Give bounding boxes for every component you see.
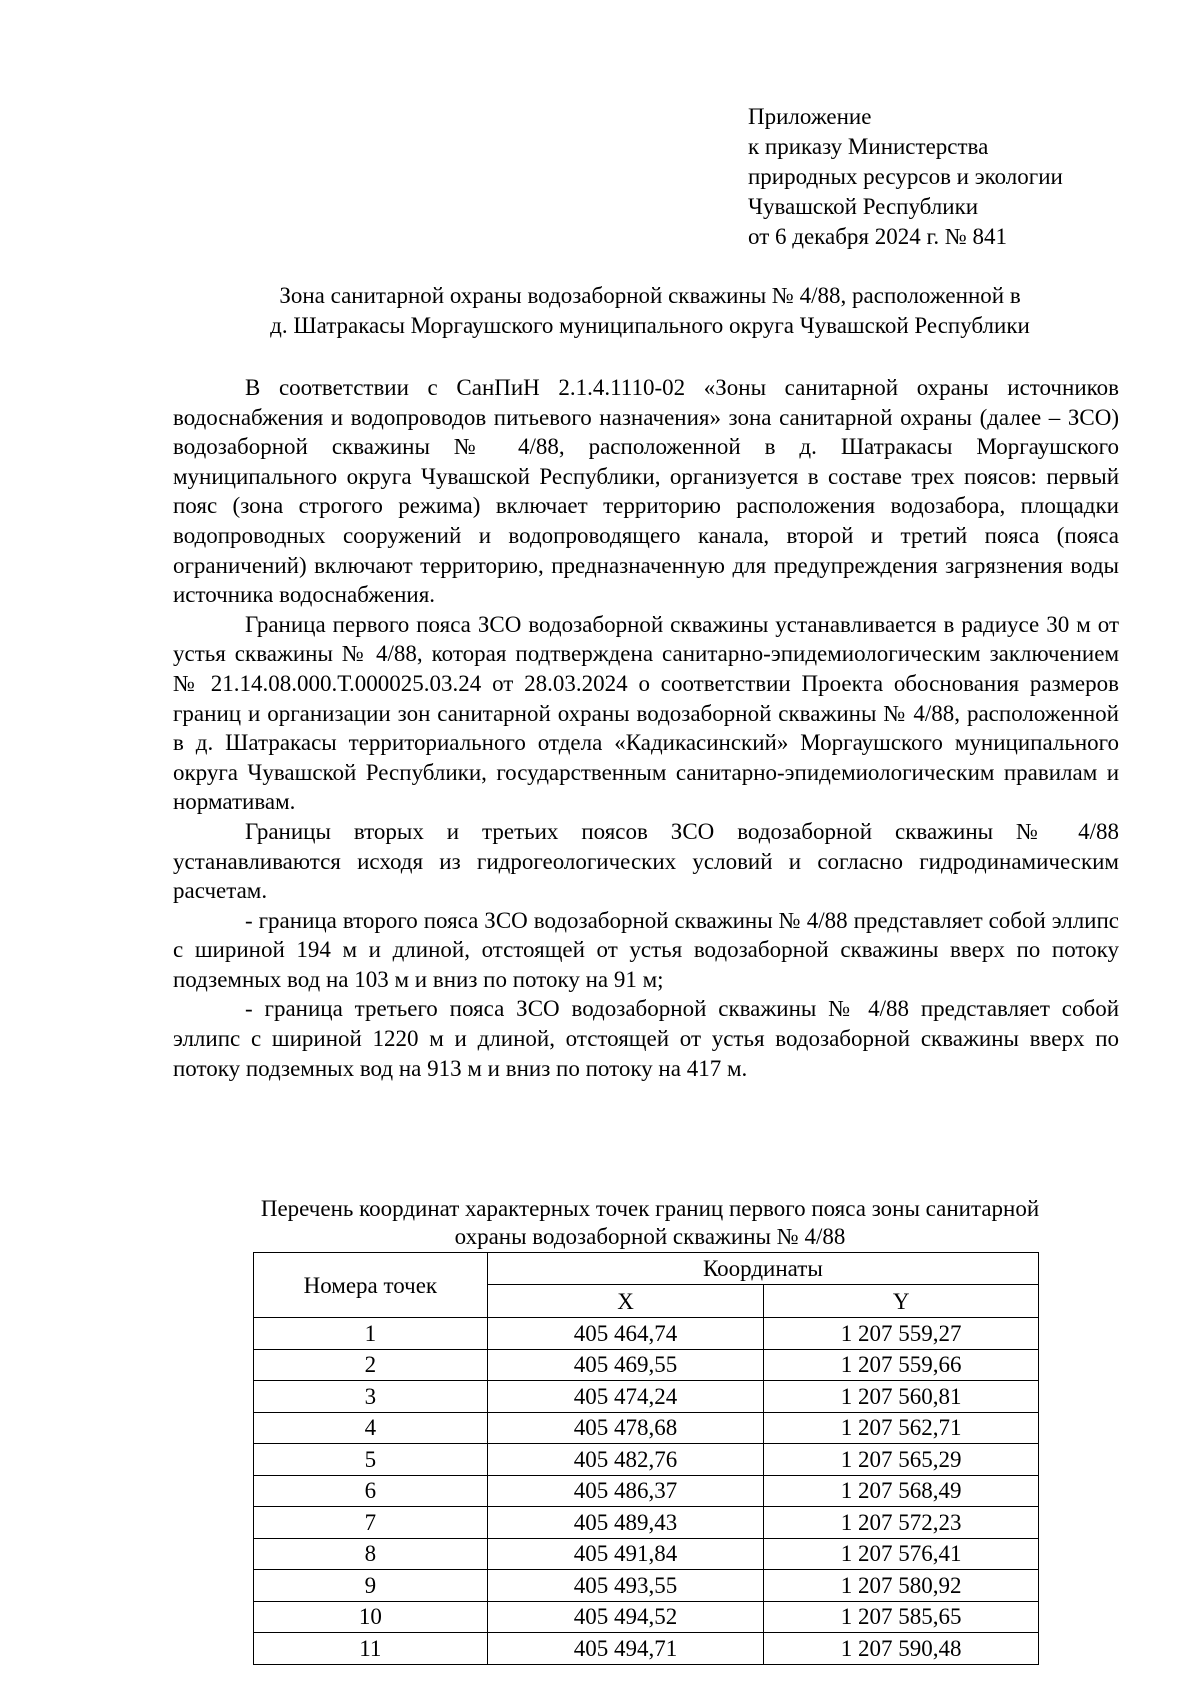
cell-point-number: 7 [254,1507,488,1539]
header-x: X [487,1285,764,1318]
cell-point-number: 3 [254,1381,488,1413]
cell-x: 405 494,71 [487,1633,764,1665]
table-row [254,1349,1039,1381]
cell-x: 405 494,52 [487,1601,764,1633]
cell-point-number: 5 [254,1444,488,1476]
cell-y: 1 207 560,81 [764,1381,1039,1413]
cell-y: 1 207 590,48 [764,1633,1039,1665]
appendix-line: Чувашской Республики [748,194,979,219]
table-row [254,1412,1039,1444]
appendix-block [748,102,1063,252]
cell-y: 1 207 559,27 [764,1318,1039,1350]
paragraph: - граница третьего пояса ЗСО водозаборной скважины № 4/88 представляет собой эллипс с шириной 1220 м и длиной, отстоящей от устья водозаборной скважины вверх по потоку подземных вод на 913 м и вниз по потоку на 417 м. [173,996,1119,1081]
header-y: Y [764,1285,1039,1318]
table-row [254,1507,1039,1539]
table-row [254,1601,1039,1633]
caption-line: охраны водозаборной скважины № 4/88 [454,1224,846,1249]
body-text [173,373,1119,1083]
cell-y: 1 207 585,65 [764,1601,1039,1633]
document-title [170,281,1130,341]
title-line: Зона санитарной охраны водозаборной скважины № 4/88, расположенной в [279,283,1021,308]
appendix-line: от 6 декабря 2024 г. № 841 [748,224,1008,249]
paragraph: Границы вторых и третьих поясов ЗСО водозаборной скважины № 4/88 устанавливаются исходя из гидрогеологических условий и согласно гидродинамическим расчетам. [173,818,1119,904]
cell-point-number: 4 [254,1412,488,1444]
table-body [254,1318,1039,1665]
cell-point-number: 2 [254,1349,488,1381]
table-row [254,1538,1039,1570]
cell-point-number: 10 [254,1601,488,1633]
table-row [254,1381,1039,1413]
cell-y: 1 207 576,41 [764,1538,1039,1570]
cell-point-number: 8 [254,1538,488,1570]
cell-y: 1 207 572,23 [764,1507,1039,1539]
cell-y: 1 207 559,66 [764,1349,1039,1381]
cell-y: 1 207 565,29 [764,1444,1039,1476]
table-row [254,1475,1039,1507]
cell-point-number: 11 [254,1633,488,1665]
appendix-line: природных ресурсов и экологии [748,164,1063,189]
table-caption [170,1195,1130,1251]
paragraph: - граница второго пояса ЗСО водозаборной скважины № 4/88 представляет собой эллипс с шириной 194 м и длиной, отстоящей от устья водозаборной скважины вверх по потоку подземных вод на 103 м и вниз по потоку на 91 м; [173,907,1119,992]
cell-x: 405 464,74 [487,1318,764,1350]
cell-y: 1 207 580,92 [764,1570,1039,1602]
cell-y: 1 207 562,71 [764,1412,1039,1444]
table-row [254,1318,1039,1350]
cell-x: 405 478,68 [487,1412,764,1444]
paragraph: Граница первого пояса ЗСО водозаборной скважины устанавливается в радиусе 30 м от устья скважины № 4/88, которая подтверждена санитарно-эпидемиологическим заключением № 21.14.08.000.Т.000025.03.24 от 28.03.2024 о соответствии Проекта обоснования размеров границ и организации зон санитарной охраны водозаборной скважины № 4/88, расположенной в д. Шатракасы территориального отдела «Кадикасинский» Моргаушского муниципального округа Чувашской Республики, государственным санитарно-эпидемиологическим правилам и нормативам. [173,611,1119,815]
caption-line: Перечень координат характерных точек границ первого пояса зоны санитарной [260,1196,1040,1221]
cell-x: 405 489,43 [487,1507,764,1539]
cell-x: 405 493,55 [487,1570,764,1602]
appendix-line: Приложение [748,104,872,129]
cell-x: 405 474,24 [487,1381,764,1413]
cell-y: 1 207 568,49 [764,1475,1039,1507]
coordinates-table [253,1252,1039,1665]
cell-point-number: 9 [254,1570,488,1602]
table-row [254,1570,1039,1602]
cell-x: 405 486,37 [487,1475,764,1507]
cell-x: 405 491,84 [487,1538,764,1570]
table-row [254,1444,1039,1476]
cell-point-number: 1 [254,1318,488,1350]
appendix-line: к приказу Министерства [748,134,989,159]
table-row [254,1633,1039,1665]
header-point-numbers: Номера точек [254,1253,488,1318]
title-line: д. Шатракасы Моргаушского муниципального округа Чувашской Республики [270,313,1030,338]
cell-x: 405 482,76 [487,1444,764,1476]
paragraph: В соответствии с СанПиН 2.1.4.1110-02 «Зоны санитарной охраны источников водоснабжения и водопроводов питьевого назначения» зона санитарной охраны (далее – ЗСО) водозаборной скважины № 4/88, расположенной в д. Шатракасы Моргаушского муниципального округа Чувашской Республики, организуется в составе трех поясов: первый пояс (зона строгого режима) включает территорию расположения водозабора, площадки водопроводных сооружений и водопроводящего канала, второй и третий пояса (пояса ограничений) включают территорию, предназначенную для предупреждения загрязнения воды источника водоснабжения. [173,375,1119,608]
header-coordinates: Координаты [487,1253,1038,1285]
cell-x: 405 469,55 [487,1349,764,1381]
cell-point-number: 6 [254,1475,488,1507]
